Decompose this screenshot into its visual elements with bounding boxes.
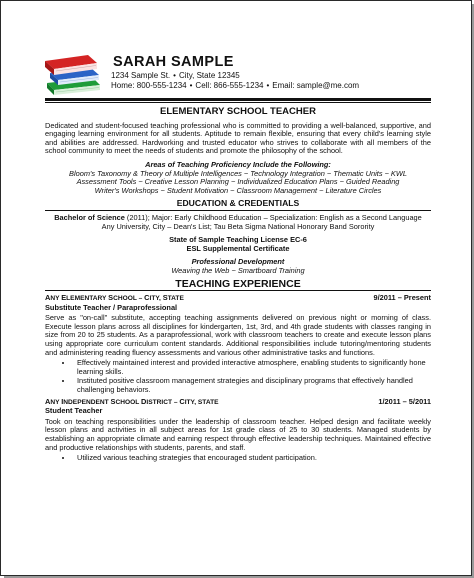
bullet-separator: • bbox=[266, 80, 270, 90]
city-state: City, State 12345 bbox=[178, 71, 240, 80]
bullet-separator: • bbox=[189, 80, 193, 90]
achievement-item: • Utilized various teaching strategies that encouraged student participation. bbox=[73, 454, 431, 463]
employer-name: ANY INDEPENDENT SCHOOL DISTRICT – CITY, STATE bbox=[45, 396, 219, 406]
email-address: Email: sample@me.com bbox=[272, 80, 360, 90]
employer-name: ANY ELEMENTARY SCHOOL – CITY, STATE bbox=[45, 293, 184, 303]
proficiency-areas bbox=[45, 161, 431, 195]
section-divider bbox=[45, 290, 431, 291]
header-rule bbox=[45, 98, 431, 101]
professional-development-heading: Professional Development bbox=[191, 257, 285, 267]
esl-certificate: ESL Supplemental Certificate bbox=[186, 243, 290, 253]
achievement-item: • Instituted positive classroom management strategies and disciplinary programs that effectively handled challenging behaviors. bbox=[73, 377, 431, 394]
university-line: Any University, City – Dean's List; Tau Beta Sigma National Honorary Band Sorority bbox=[101, 221, 375, 231]
books-logo-icon bbox=[41, 51, 103, 95]
job-position: Student Teacher bbox=[45, 406, 103, 416]
bullet-separator: • bbox=[173, 71, 176, 80]
applicant-name: SARAH SAMPLE bbox=[113, 54, 234, 70]
address-line bbox=[111, 71, 359, 81]
resume-body bbox=[45, 108, 431, 466]
resume-title: ELEMENTARY SCHOOL TEACHER bbox=[160, 106, 316, 117]
job-position: Substitute Teacher / Paraprofessional bbox=[45, 302, 178, 312]
street-address: 1234 Sample St. bbox=[111, 71, 171, 80]
education-heading: EDUCATION & CREDENTIALS bbox=[176, 198, 300, 209]
job-entry bbox=[45, 294, 431, 395]
job-dates: 1/2011 – 5/2011 bbox=[378, 396, 431, 406]
job-entry bbox=[45, 398, 431, 463]
experience-heading: TEACHING EXPERIENCE bbox=[175, 277, 301, 290]
job-header bbox=[45, 398, 431, 408]
proficiency-heading: Areas of Teaching Proficiency Include the Following: bbox=[145, 159, 331, 169]
phone-email-line bbox=[111, 81, 359, 91]
teaching-license: State of Sample Teaching License EC-6 bbox=[169, 235, 307, 245]
job-description: Serve as "on-call" substitute, accepting teaching assignments delivered on previous night or morning of class. Execute lesson plans across all disciplines for kindergarten, 1st, 3rd, and 4th grade students with classes ranging in size from 20 to 25 students. As a paraprofessional, work with classroom teachers to create and execute lesson plans using appropriate core curriculum content standards. Additional responsibilities include tutoring/mentoring students and administering reading fluency assessments and various other administrative tasks and functions. bbox=[45, 313, 431, 357]
job-achievements bbox=[45, 454, 431, 463]
cell-phone: Cell: 866-555-1234 bbox=[195, 80, 264, 90]
proficiency-line: Bloom's Taxonomy & Theory of Multiple Intelligences ~ Technology Integration ~ Thematic Units ~ KWL bbox=[69, 168, 407, 178]
header-rule-thin bbox=[45, 102, 431, 103]
proficiency-line: Assessment Tools ~ Creative Lesson Planning ~ Individualized Education Plans ~ Guided Reading bbox=[76, 177, 400, 187]
degree-details: (2011); Major: Early Childhood Education – Specialization: English as a Second Language bbox=[124, 212, 422, 222]
contact-block bbox=[111, 71, 359, 90]
job-description: Took on teaching responsibilities under the leadership of classroom teacher. Helped design and facilitate weekly lesson plans and activities in all subject areas for 1st grade class of 25 to 30 students. Managed students by establishing an appropriate climate and earning respect through effective leadership techniques. Maintained effective and productive relationships with students, parents, and staff. bbox=[45, 416, 431, 452]
summary-paragraph: Dedicated and student-focused teaching professional who is committed to providing a well-balanced, supportive, and engaging learning environment for all students. Aptitude to remain flexible, ensuring that every child's learning style and abilities are addressed. Hardworking and trusted educator who strives to collaborate with all members of the school community to meet the needs of students and promote the philosophy of the school. bbox=[45, 120, 431, 156]
job-achievements bbox=[45, 359, 431, 394]
professional-development-items: Weaving the Web ~ Smartboard Training bbox=[171, 265, 305, 275]
job-dates: 9/2011 – Present bbox=[373, 293, 431, 303]
section-divider bbox=[45, 210, 431, 211]
proficiency-line: Writer's Workshops ~ Student Motivation ~ Classroom Management ~ Literature Circles bbox=[94, 185, 382, 195]
achievement-item: • Effectively maintained interest and provided interactive atmosphere, enabling students to significantly hone learning skills. bbox=[73, 359, 431, 376]
degree-name: Bachelor of Science bbox=[54, 212, 125, 222]
home-phone: Home: 800-555-1234 bbox=[111, 80, 187, 90]
